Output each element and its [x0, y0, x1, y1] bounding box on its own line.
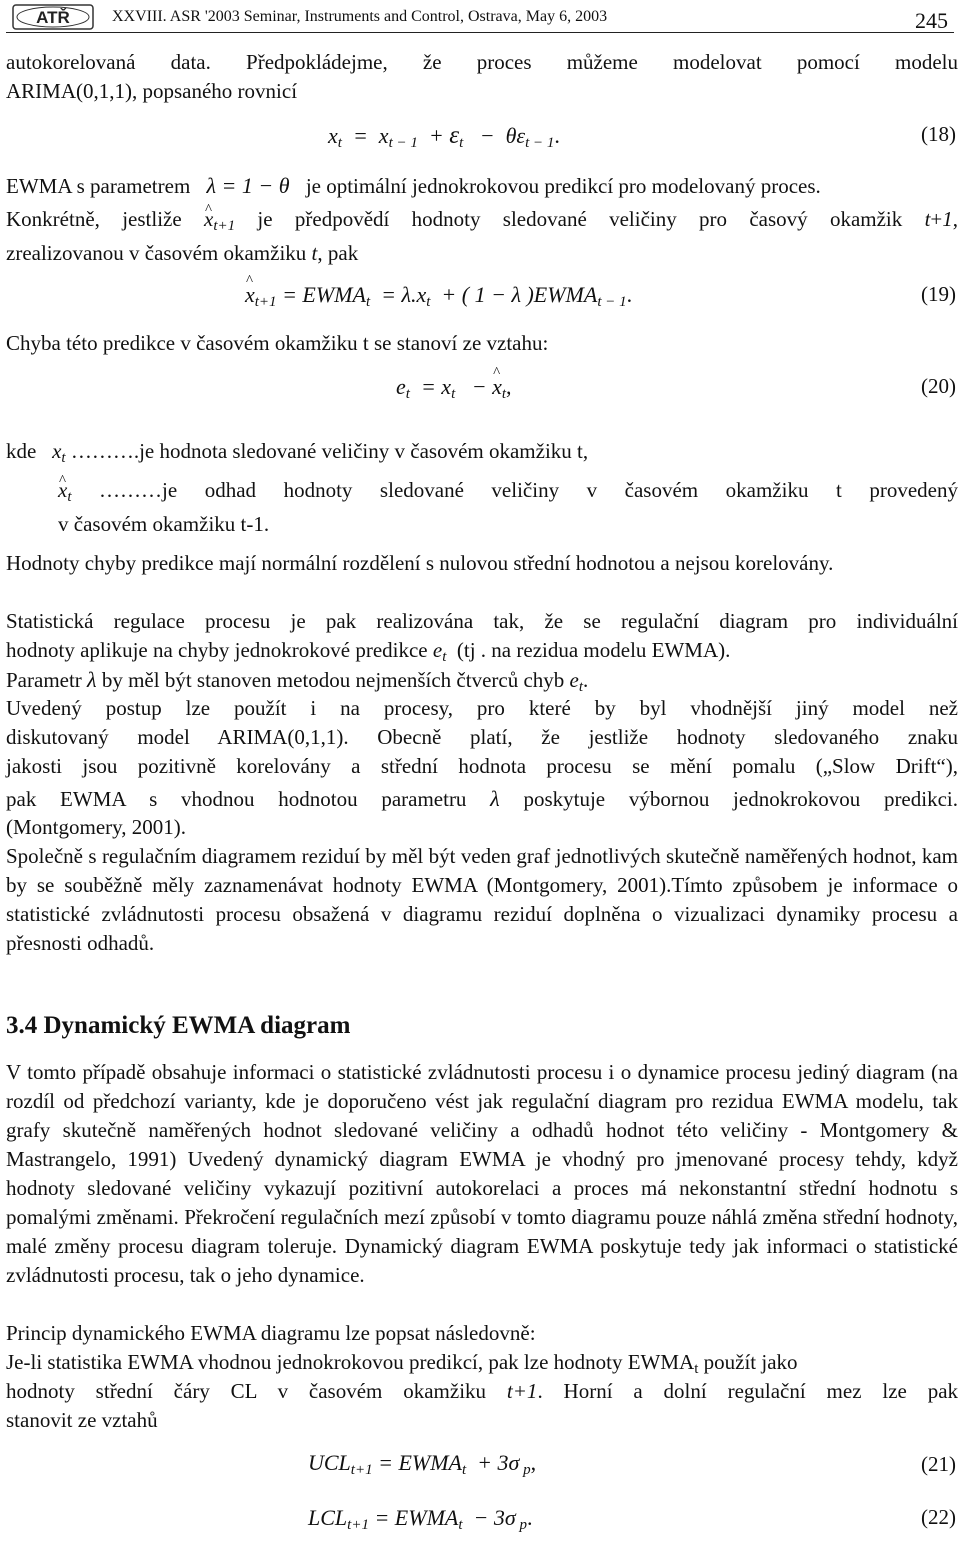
ewma-text-c: Konkrétně, jestliže [6, 207, 182, 231]
ewma-line-2: Konkrétně, jestliže ^ $x_{t+1}$ je předpovědí hodnoty sledované veličiny pro časový okamžik t+1, [6, 205, 958, 234]
p7-text-c: hodnoty střední čáry CL v časovém okamžiku [6, 1379, 487, 1403]
header-rule [6, 32, 954, 33]
page-number: 245 [915, 8, 948, 33]
ewma-text-e: zrealizovanou v časovém okamžiku [6, 241, 307, 265]
p2-text-e: by měl být stanoven metodou nejmenších čtverců chyb [101, 668, 565, 692]
equation-20-number: (20) [921, 374, 956, 398]
equation-19: ^ $x_{t+1}$ = $EWMA_t = \lambda.x_t$ + ( 1 − λ )$EWMA_{t - 1}$. [245, 282, 632, 308]
conference-title: XXVIII. ASR '2003 Seminar, Instruments and Control, Ostrava, May 6, 2003 [112, 8, 608, 25]
p3-text-e: poskytuje výbornou jednokrokovou predikci. [523, 787, 958, 811]
intro-line-1: autokorelovaná data. Předpokládejme, že proces můžeme modelovat pomocí modelu [6, 50, 958, 74]
paragraph-3-line-5: (Montgomery, 2001). [6, 815, 187, 839]
legend-item-2b: v časovém okamžiku t-1. [58, 512, 270, 536]
equation-21: $UCL_{t+1}$ = $EWMA_t + 3\sigma$ $_p$, [308, 1450, 537, 1478]
p2-text-d: Parametr [6, 668, 82, 692]
paragraph-6: Princip dynamického EWMA diagramu lze popsat následovně: [6, 1321, 536, 1345]
p3-text-d: pak EWMA s vhodnou hodnotou parametru [6, 787, 467, 811]
p7-text-b: použít jako [703, 1350, 798, 1374]
legend-text-2: ………je odhad hodnoty sledované veličiny v časovém okamžiku t provedený [99, 478, 958, 502]
paragraph-3-line-1: Uvedený postup lze použít i na procesy, pro které by byl vhodnější jiný model než [6, 696, 958, 720]
equation-22-number: (22) [921, 1505, 956, 1529]
legend-item-1: kde $x_t$ ……….je hodnota sledované veličiny v časovém okamžiku t, [6, 439, 589, 466]
paragraph-2-line-2: hodnoty aplikuje na chyby jednokrokové predikce $e_t$ (tj . na rezidua modelu EWMA). [6, 638, 731, 665]
section-heading: 3.4 Dynamický EWMA diagram [6, 1012, 351, 1039]
equation-22: $LCL_{t+1}$ = $EWMA_t - 3\sigma$ $_p$. [308, 1505, 533, 1533]
p2-text-c: (tj . na rezidua modelu EWMA). [456, 638, 731, 662]
paragraph-7-line-1: Je-li statistika EWMA vhodnou jednokrokovou predikcí, pak lze hodnoty $EWMA_t$ použít jako [6, 1350, 798, 1377]
atr-logo [12, 4, 94, 30]
equation-18-number: (18) [921, 122, 956, 146]
ewma-line-3: zrealizovanou v časovém okamžiku t, pak [6, 241, 359, 265]
paragraph-2-line-1: Statistická regulace procesu je pak realizována tak, že se regulační diagram pro individuální [6, 609, 958, 633]
paragraph-2-line-3: Parametr λ by měl být stanoven metodou nejmenších čtverců chyb $e_t$. [6, 667, 589, 695]
svg-text:ATŘ: ATŘ [36, 8, 70, 27]
page-header [0, 0, 960, 34]
ewma-text-b: je optimální jednokrokovou predikcí pro modelovaný proces. [305, 174, 821, 198]
paragraph-3-line-2: diskutovaný model ARIMA(0,1,1). Obecně platí, že jestliže hodnoty sledovaného znaku [6, 725, 958, 749]
ewma-text-a: EWMA s parametrem [6, 174, 191, 198]
p7-text-d: Horní a dolní regulační mez lze pak [563, 1379, 959, 1403]
legend-text-1: ……….je hodnota sledované veličiny v časovém okamžiku t, [70, 439, 589, 463]
p7-text-a: Je-li statistika EWMA vhodnou jednokrokovou predikcí, pak lze hodnoty EWMA [6, 1350, 695, 1374]
intro-line-2: ARIMA(0,1,1), popsaného rovnicí [6, 79, 298, 103]
error-intro: Chyba této predikce v časovém okamžiku t se stanoví ze vztahu: [6, 331, 549, 355]
legend-item-2: ^ $x_t$ ………je odhad hodnoty sledované veličiny v časovém okamžiku t provedený [58, 476, 958, 505]
paragraph-5: V tomto případě obsahuje informaci o statistické zvládnutosti procesu i o dynamice procesu jediný diagram (na rozdíl od předchozí varianty, kde je doporučeno vést jak regulační diagram pro rezidua EWMA modelu, tak grafy skutečně naměřených hodnot sledované veličiny a odhadů hodnot této veličiny - Montgomery & Mastrangelo, 1991) Uvedený dynamický diagram EWMA je vhodný pro jmenované procesy tehdy, když hodnoty sledované veličiny vykazují pozitivní autokorelaci a proces má nekonstantní střední hodnotu s pomalými změnami. Překročení regulačních mezí způsobí v tomto diagramu pouze náhlá změna střední hodnoty, malé změny procesu diagram toleruje. Dynamický diagram EWMA poskytuje tedy jak informaci o statistické zvládnutosti procesu, tak o jeho dynamice. [6, 1060, 958, 1287]
legend-kde: kde [6, 439, 37, 463]
ewma-line-1: EWMA s parametrem λ = 1 − θ je optimální jednokrokovou predikcí pro modelovaný proces. [6, 173, 821, 198]
equation-18: $x_t = x_{t - 1} + \varepsilon_t - \theta\varepsilon_{t - 1}$. [328, 122, 560, 151]
paragraph-3-line-3: jakosti jsou pozitivně korelovány a střední hodnota procesu se mění pomalu („Slow Drift“), [6, 754, 958, 778]
p2-text-b: hodnoty aplikuje na chyby jednokrokové predikce [6, 638, 428, 662]
equation-19-number: (19) [921, 282, 956, 306]
ewma-text-d: je předpovědí hodnoty sledované veličiny pro časový okamžik [257, 207, 903, 231]
equation-20: $e_t = x_t$ − ^ $x_t$, [396, 374, 512, 400]
paragraph-7-line-2: hodnoty střední čáry CL v časovém okamžiku t+1. Horní a dolní regulační mez lze pak [6, 1379, 959, 1403]
paragraph-3-line-4: pak EWMA s vhodnou hodnotou parametru λ poskytuje výbornou jednokrokovou predikci. [6, 786, 958, 811]
paragraph-1: Hodnoty chyby predikce mají normální rozdělení s nulovou střední hodnotou a nejsou korelovány. [6, 551, 834, 575]
paragraph-7-line-3: stanovit ze vztahů [6, 1408, 158, 1432]
equation-21-number: (21) [921, 1452, 956, 1476]
paragraph-4: Společně s regulačním diagramem reziduí by měl být veden graf jednotlivých skutečně naměřených hodnot, kam by se souběžně měly zaznamenávat hodnoty EWMA (Montgomery, 2001).Tímto způsobem je informace o statistické zvládnutosti procesu obsažená v diagramu reziduí doplněna o vizualizaci dynamiky procesu a přesnosti odhadů. [6, 844, 958, 955]
